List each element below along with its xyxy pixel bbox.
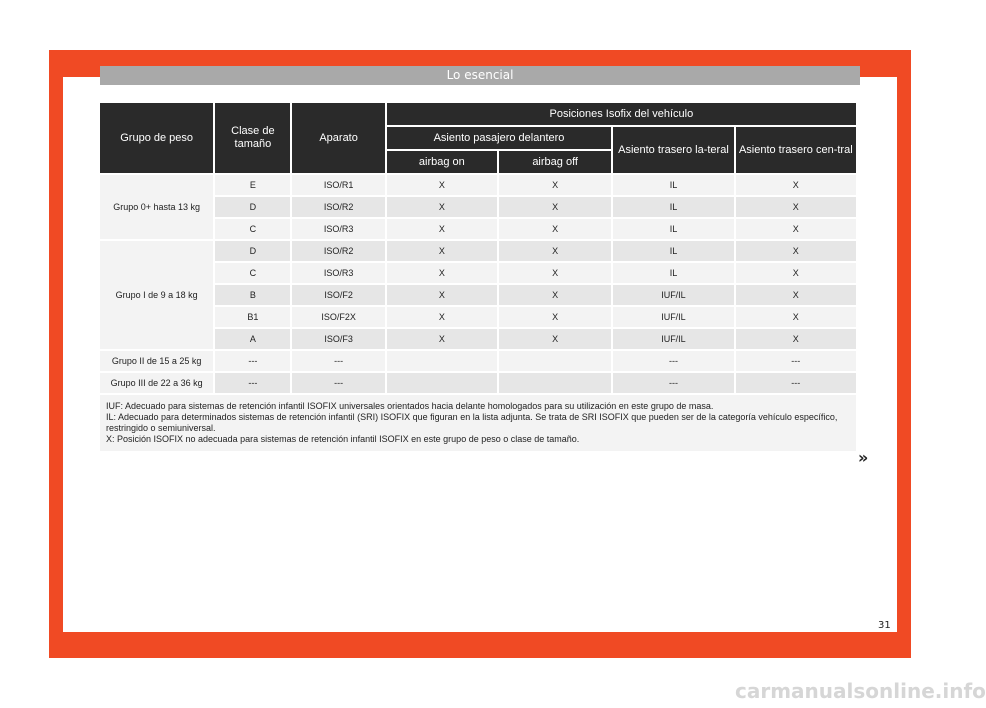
table-cell: IL: [613, 241, 733, 261]
table-cell: ISO/F2X: [292, 307, 384, 327]
watermark: carmanualsonline.info: [735, 679, 986, 703]
table-cell: [499, 373, 611, 393]
table-row: [100, 329, 856, 349]
table-cell: [387, 373, 497, 393]
table-cell: X: [499, 329, 611, 349]
table-cell: ---: [292, 373, 384, 393]
table-row: [100, 197, 856, 217]
section-title: Lo esencial: [100, 66, 860, 85]
table-cell: X: [499, 197, 611, 217]
table-cell: IL: [613, 175, 733, 195]
table-row: [100, 285, 856, 305]
table-cell: A: [215, 329, 290, 349]
table-cell: X: [736, 329, 856, 349]
legend-notes: [100, 395, 856, 451]
table-cell: X: [499, 175, 611, 195]
table-cell: X: [736, 285, 856, 305]
legend-note: IUF: Adecuado para sistemas de retención infantil ISOFIX universales orientados hacia delante homologados para su utilización en este grupo de masa.: [106, 401, 714, 411]
table-cell: X: [387, 241, 497, 261]
table-cell: X: [736, 241, 856, 261]
table-cell: X: [736, 219, 856, 239]
table-cell: ---: [215, 351, 290, 371]
header-front-passenger: Asiento pasajero delantero: [387, 127, 612, 149]
table-cell: ISO/R1: [292, 175, 384, 195]
weight-group-cell: Grupo I de 9 a 18 kg: [100, 241, 213, 349]
table-row: [100, 307, 856, 327]
table-cell: X: [736, 175, 856, 195]
table-cell: X: [387, 263, 497, 283]
table-cell: E: [215, 175, 290, 195]
table-cell: IL: [613, 219, 733, 239]
table-cell: ---: [215, 373, 290, 393]
table-cell: X: [736, 307, 856, 327]
table-cell: ---: [292, 351, 384, 371]
table-cell: ---: [736, 373, 856, 393]
table-cell: ---: [613, 373, 733, 393]
table-cell: X: [387, 197, 497, 217]
table-cell: ---: [613, 351, 733, 371]
header-device: Aparato: [292, 103, 384, 173]
table-cell: X: [499, 263, 611, 283]
table-cell: X: [387, 307, 497, 327]
table-cell: X: [736, 263, 856, 283]
table-cell: X: [499, 219, 611, 239]
table-cell: D: [215, 241, 290, 261]
table-cell: ISO/R2: [292, 241, 384, 261]
table-row: [100, 373, 856, 393]
table-cell: X: [387, 219, 497, 239]
table-cell: ---: [736, 351, 856, 371]
table-cell: D: [215, 197, 290, 217]
header-airbag-off: airbag off: [499, 151, 611, 173]
table-cell: X: [387, 329, 497, 349]
table-cell: X: [499, 307, 611, 327]
table-cell: ISO/R3: [292, 219, 384, 239]
isofix-table: [98, 101, 858, 453]
header-size-class: Clase de tamaño: [215, 103, 290, 173]
table-cell: IUF/IL: [613, 285, 733, 305]
header-rear-side: Asiento trasero la-teral: [613, 127, 733, 173]
weight-group-cell: Grupo III de 22 a 36 kg: [100, 373, 213, 393]
table-cell: IL: [613, 197, 733, 217]
table-cell: X: [387, 285, 497, 305]
table-cell: X: [499, 285, 611, 305]
notes-row: [100, 395, 856, 451]
table-cell: IUF/IL: [613, 329, 733, 349]
legend-note: X: Posición ISOFIX no adecuada para sistemas de retención infantil ISOFIX en este grupo de peso o clase de tamaño.: [106, 434, 580, 444]
table-row: [100, 241, 856, 261]
table-cell: ISO/R2: [292, 197, 384, 217]
table-row: [100, 263, 856, 283]
page-number: 31: [878, 620, 891, 631]
table-cell: ISO/R3: [292, 263, 384, 283]
table-cell: [499, 351, 611, 371]
table-row: [100, 351, 856, 371]
weight-group-cell: Grupo II de 15 a 25 kg: [100, 351, 213, 371]
table-cell: [387, 351, 497, 371]
table-cell: ISO/F2: [292, 285, 384, 305]
table-cell: C: [215, 263, 290, 283]
legend-note: IL: Adecuado para determinados sistemas de retención infantil (SRI) ISOFIX que figuran en la lista adjunta. Se trata de SRI ISOFIX que pueden ser de la categoría vehículo específico, restringido o semiuniversal.: [106, 412, 838, 433]
table-cell: C: [215, 219, 290, 239]
table-cell: B: [215, 285, 290, 305]
table-body: [100, 175, 856, 451]
continue-mark: »: [858, 448, 869, 467]
header-positions: Posiciones Isofix del vehículo: [387, 103, 856, 125]
table-cell: ISO/F3: [292, 329, 384, 349]
weight-group-cell: Grupo 0+ hasta 13 kg: [100, 175, 213, 239]
table-cell: IL: [613, 263, 733, 283]
table-cell: X: [736, 197, 856, 217]
table-row: [100, 219, 856, 239]
header-rear-center: Asiento trasero cen-tral: [736, 127, 856, 173]
table-cell: X: [499, 241, 611, 261]
table-row: [100, 175, 856, 195]
table-cell: IUF/IL: [613, 307, 733, 327]
table-cell: X: [387, 175, 497, 195]
table-cell: B1: [215, 307, 290, 327]
header-airbag-on: airbag on: [387, 151, 497, 173]
header-weight-group: Grupo de peso: [100, 103, 213, 173]
